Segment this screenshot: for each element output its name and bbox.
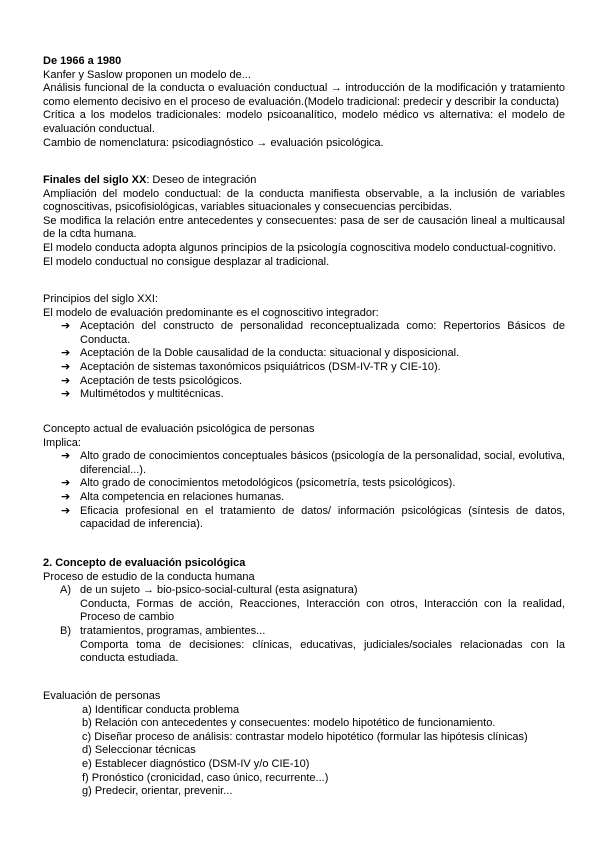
arrow-bullet-icon: ➔ — [61, 490, 71, 503]
arrow-bullet-icon: ➔ — [61, 374, 71, 387]
arrow-list — [43, 450, 565, 532]
section-finales-siglo-xx — [43, 174, 565, 269]
arrow-bullet-icon: ➔ — [61, 504, 71, 517]
arrow-bullet-icon: ➔ — [61, 388, 71, 401]
list-item: ➔ Alta competencia en relaciones humanas. — [61, 490, 285, 503]
paragraph: El modelo de evaluación predominante es el cognoscitivo integrador: — [43, 306, 379, 319]
list-item: ➔ Aceptación de sistemas taxonómicos psiquiátricos (DSM-IV-TR y CIE-10). — [61, 360, 441, 373]
item-text: de un sujeto → bio-psico-social-cultural (esta asignatura) — [80, 584, 358, 597]
section-concepto-actual — [43, 423, 565, 532]
section-principios-siglo-xxi — [43, 293, 565, 402]
step-list — [43, 704, 565, 799]
list-item: g) Predecir, orientar, prevenir... — [82, 785, 233, 798]
list-item: ➔ Aceptación de la Doble causalidad de la conducta: situacional y disposicional. — [61, 347, 460, 360]
list-item: ➔ Aceptación del constructo de personalidad reconceptualizada como: Repertorios Básicos de Conducta. — [61, 320, 565, 346]
item-text: tratamientos, programas, ambientes... — [80, 624, 266, 637]
paragraph: El modelo conductual no consigue desplazar al tradicional. — [43, 255, 330, 268]
list-item: a) Identificar conducta problema — [82, 703, 240, 716]
paragraph: Se modifica la relación entre antecedentes y consecuentes: pasa de ser de causación lineal a multicausal de la cdta humana. — [43, 214, 565, 241]
list-item: c) Diseñar proceso de análisis: contrastar modelo hipotético (formular las hipótesis clínicas) — [82, 730, 528, 743]
arrow-bullet-icon: ➔ — [61, 450, 71, 463]
section-concepto-evaluacion — [43, 557, 565, 666]
heading-rest: : Deseo de integración — [146, 174, 257, 186]
list-item: ➔ Alto grado de conocimientos conceptuales básicos (psicología de la personalidad, social, evolutiva, diferencial...). — [61, 450, 565, 476]
list-item: ➔ Multimétodos y multitécnicas. — [61, 388, 224, 401]
arrow-list — [43, 320, 565, 402]
list-item — [43, 584, 565, 625]
paragraph: Análisis funcional de la conducta o evaluación conductual → introducción de la modificación y tratamiento como elemento decisivo en el proceso de evaluación.(Modelo tradicional: predecir y describir la conducta) — [43, 82, 565, 108]
paragraph: Crítica a los modelos tradicionales: modelo psicoanalítico, modelo médico vs alternativa: el modelo de evaluación conductual. — [43, 109, 565, 135]
paragraph: Implica: — [43, 436, 81, 449]
arrow-bullet-icon: ➔ — [61, 477, 71, 490]
section-heading: De 1966 a 1980 — [43, 55, 122, 67]
list-item: ➔ Alto grado de conocimientos metodológicos (psicometría, tests psicológicos). — [61, 477, 456, 490]
section-evaluacion-personas — [43, 690, 565, 799]
item-letter: B) — [60, 624, 71, 637]
paragraph: Ampliación del modelo conductual: de la conducta manifiesta observable, a la inclusión de variables cognoscitivas, psicofisiológicas, variables situacionales y consecuencias percibidas. — [43, 187, 565, 214]
section-1966-1980 — [43, 55, 565, 150]
section-heading: Evaluación de personas — [43, 690, 161, 702]
arrow-bullet-icon: ➔ — [61, 320, 71, 333]
list-item: b) Relación con antecedentes y consecuentes: modelo hipotético de funcionamiento. — [82, 717, 496, 730]
list-item: f) Pronóstico (cronicidad, caso único, recurrente...) — [82, 771, 329, 784]
paragraph: Proceso de estudio de la conducta humana — [43, 570, 255, 583]
list-item: ➔ Aceptación de tests psicológicos. — [61, 374, 243, 387]
section-heading: 2. Concepto de evaluación psicológica — [43, 557, 246, 569]
paragraph: Cambio de nomenclatura: psicodiagnóstico → evaluación psicológica. — [43, 136, 384, 149]
paragraph: Concepto actual de evaluación psicológica de personas — [43, 423, 315, 435]
list-item: d) Seleccionar técnicas — [82, 744, 196, 757]
item-detail: Comporta toma de decisiones: clínicas, educativas, judiciales/sociales relacionadas con la conducta estudiada. — [80, 638, 565, 665]
paragraph: Kanfer y Saslow proponen un modelo de... — [43, 68, 251, 81]
list-item — [43, 625, 565, 666]
item-detail: Conducta, Formas de acción, Reacciones, Interacción con otros, Interacción con la realidad, Proceso de cambio — [80, 597, 565, 624]
list-item: ➔ Eficacia profesional en el tratamiento de datos/ información psicológicas (síntesis de datos, capacidad de inferencia). — [61, 504, 565, 531]
arrow-bullet-icon: ➔ — [61, 360, 71, 373]
list-item: e) Establecer diagnóstico (DSM-IV y/o CIE-10) — [82, 757, 310, 770]
lettered-list — [43, 584, 565, 666]
item-letter: A) — [60, 584, 71, 597]
heading-bold: Finales del siglo XX — [43, 174, 147, 186]
paragraph: El modelo conducta adopta algunos principios de la psicología cognoscitiva modelo conductual-cognitivo. — [43, 241, 557, 254]
paragraph: Principios del siglo XXI: — [43, 293, 158, 305]
section-heading — [43, 174, 565, 188]
arrow-bullet-icon: ➔ — [61, 347, 71, 360]
